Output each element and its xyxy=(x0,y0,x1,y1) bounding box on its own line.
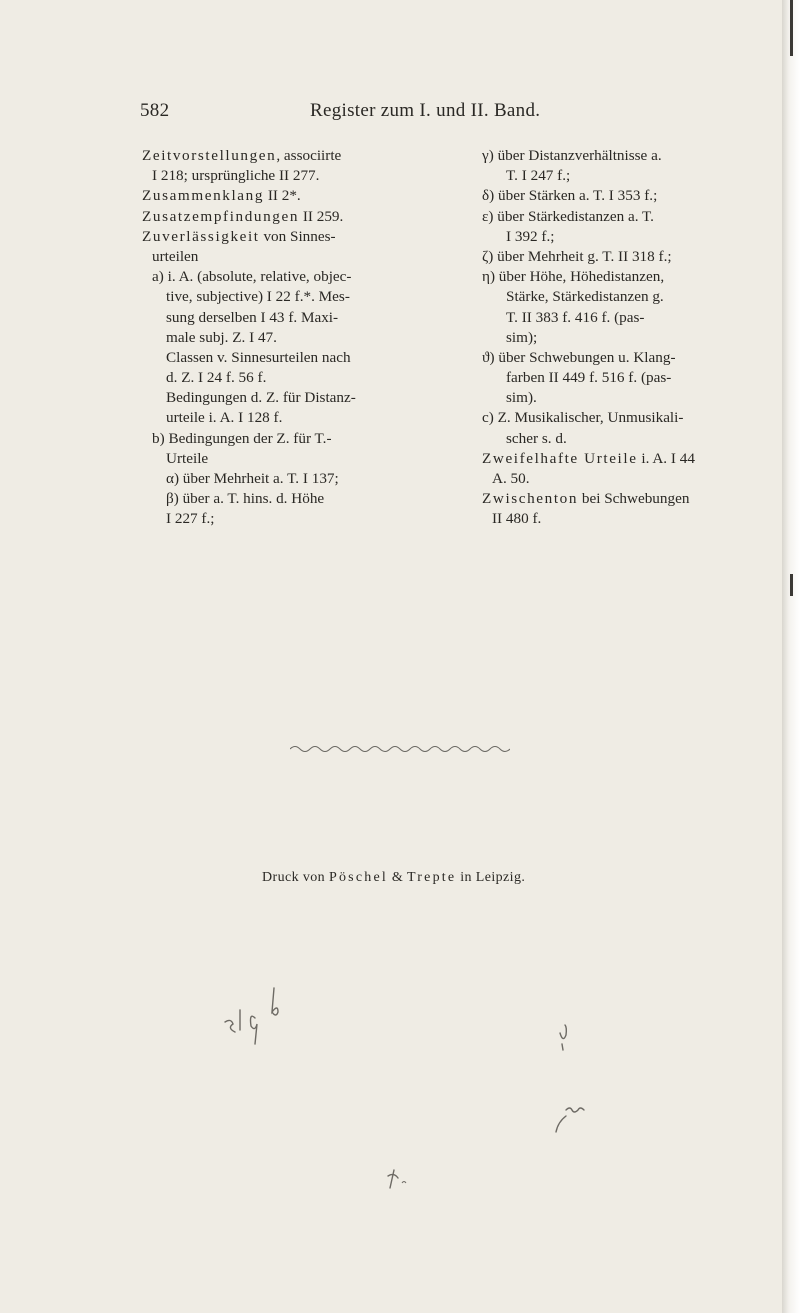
entry-head: Zuverlässigkeit xyxy=(142,227,260,245)
entry-line: Classen v. Sinnesurteilen nach xyxy=(166,348,351,366)
entry-line: II 480 f. xyxy=(492,510,542,528)
entry-line: β) über a. T. hins. d. Höhe xyxy=(166,490,325,508)
entry-text: i. A. I 44 xyxy=(637,449,695,467)
running-title: Register zum I. und II. Band. xyxy=(310,100,541,121)
edge-mark xyxy=(790,574,793,596)
entry-line: I 392 f.; xyxy=(506,227,555,245)
entry-head: Zweifelhafte Urteile xyxy=(482,449,638,467)
entry-text: von Sinnes- xyxy=(259,227,336,245)
edge-mark xyxy=(790,0,793,56)
entry-line: T. I 247 f.; xyxy=(506,167,571,185)
entry-line: sim); xyxy=(506,328,538,346)
entry-line: tive, subjective) I 22 f.*. Mes- xyxy=(166,288,350,306)
entry-line: ϑ) über Schwebungen u. Klang- xyxy=(482,348,676,366)
printer-imprint xyxy=(262,870,525,886)
entry-head: Zusatzempfindungen xyxy=(142,207,300,225)
entry-line: sim). xyxy=(506,389,537,407)
entry-text: II 2*. xyxy=(264,187,301,205)
entry-line: α) über Mehrheit a. T. I 137; xyxy=(166,470,339,487)
imprint-prefix: Druck von xyxy=(262,870,329,885)
entry-line: I 218; ursprüngliche II 277. xyxy=(152,167,320,185)
entry-line: Bedingungen d. Z. für Distanz- xyxy=(166,389,356,407)
entry-line: sung derselben I 43 f. Maxi- xyxy=(166,308,339,326)
imprint-printer2: Trepte xyxy=(407,870,457,885)
entry-line: d. Z. I 24 f. 56 f. xyxy=(166,369,267,387)
entry-line: Stärke, Stärkedistanzen g. xyxy=(506,288,664,306)
entry-line: Urteile xyxy=(166,449,209,467)
entry-text: II 259. xyxy=(299,207,344,225)
page-edge xyxy=(782,0,800,1313)
entry-line: η) über Höhe, Höhedistanzen, xyxy=(482,268,665,286)
entry-line: δ) über Stärken a. T. I 353 f.; xyxy=(482,187,658,205)
entry-line: T. II 383 f. 416 f. (pas- xyxy=(506,308,645,326)
entry-line: c) Z. Musikalischer, Unmusikali- xyxy=(482,409,684,427)
imprint-suffix: in Leipzig. xyxy=(456,870,526,885)
entry-line: a) i. A. (absolute, relative, objec- xyxy=(152,268,352,286)
entry-text: bei Schwebungen xyxy=(578,490,690,508)
entry-line: γ) über Distanzverhältnisse a. xyxy=(482,147,662,164)
entry-line: ζ) über Mehrheit g. T. II 318 f.; xyxy=(482,247,672,265)
entry-line: urteilen xyxy=(152,247,199,265)
entry-line: I 227 f.; xyxy=(166,510,215,528)
page-number: 582 xyxy=(140,100,170,121)
entry-line: ε) über Stärkedistanzen a. T. xyxy=(482,207,654,225)
entry-line: scher s. d. xyxy=(506,429,567,447)
entry-head: Zeitvorstellungen xyxy=(142,147,277,164)
entry-line: A. 50. xyxy=(492,470,530,487)
entry-line: farben II 449 f. 516 f. (pas- xyxy=(506,369,672,387)
entry-head: Zwischenton xyxy=(482,490,579,508)
entry-line: urteile i. A. I 128 f. xyxy=(166,409,283,427)
entry-head: Zusammenklang xyxy=(142,187,265,205)
imprint-printer: Pöschel xyxy=(329,870,388,885)
entry-line: male subj. Z. I 47. xyxy=(166,328,277,346)
entry-line: b) Bedingungen der Z. für T.- xyxy=(152,429,332,447)
imprint-amp: & xyxy=(387,870,408,885)
entry-text: , associirte xyxy=(276,147,342,164)
